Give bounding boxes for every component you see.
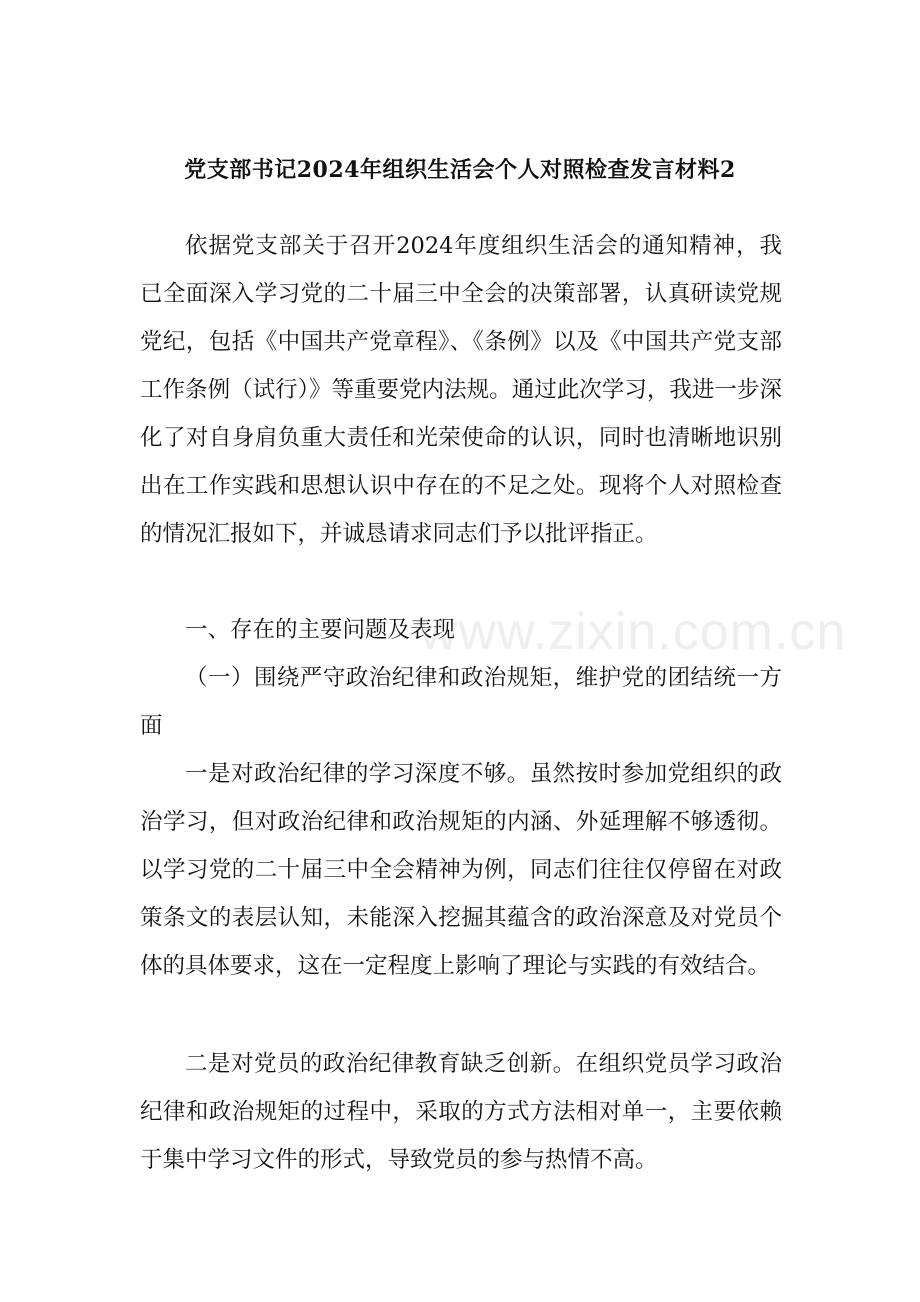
problem-paragraph-1: 一是对政治纪律的学习深度不够。虽然按时参加党组织的政治学习，但对政治纪律和政治规矩的内涵、外延理解不够透彻。以学习党的二十届三中全会精神为例，同志们往往仅停留在对政策条文的表层认知，未能深入挖掘其蕴含的政治深意及对党员个体的具体要求，这在一定程度上影响了理论与实践的有效结合。	[140, 761, 782, 979]
document-title: 党支部书记2024年组织生活会个人对照检查发言材料2	[184, 157, 736, 183]
watermark: www.zixin.com.cn	[420, 603, 847, 661]
section-heading: 一、存在的主要问题及表现	[185, 617, 456, 643]
subsection-heading: （一）围绕严守政治纪律和政治规矩，维护党的团结统一方面	[140, 665, 782, 739]
problem-paragraph-2: 二是对党员的政治纪律教育缺乏创新。在组织党员学习政治纪律和政治规矩的过程中，采取的方式方法相对单一，主要依赖于集中学习文件的形式，导致党员的参与热情不高。	[140, 1051, 782, 1173]
intro-paragraph: 依据党支部关于召开2024年度组织生活会的通知精神，我已全面深入学习党的二十届三中全会的决策部署，认真研读党规党纪，包括《中国共产党章程》、《条例》以及《中国共产党支部工作条例（试行）》等重要党内法规。通过此次学习，我进一步深化了对自身肩负重大责任和光荣使命的认识，同时也清晰地识别出在工作实践和思想认识中存在的不足之处。现将个人对照检查的情况汇报如下，并诚恳请求同志们予以批评指正。	[140, 233, 782, 547]
